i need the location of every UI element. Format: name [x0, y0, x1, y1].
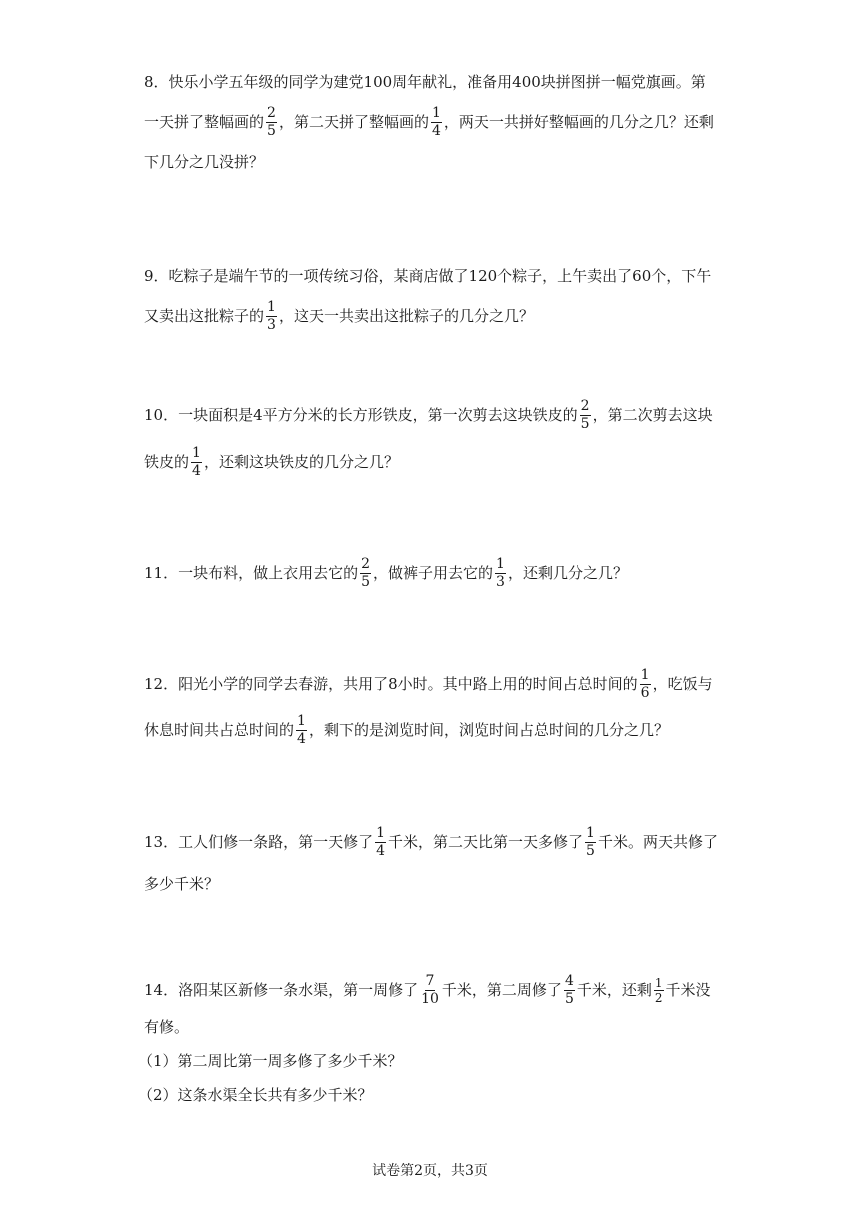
fraction: $\frac{1}{3}$	[267, 298, 276, 333]
fraction: $\frac{1}{4}$	[297, 712, 306, 747]
q13-text: 千米。两天共修了	[597, 833, 718, 851]
q12-text: ，剩下的是浏览时间，浏览时间占总时间的几分之几？	[308, 721, 669, 739]
q10-text: ，还剩这块铁皮的几分之几？	[203, 453, 399, 471]
fraction: $\frac{2}{5}$	[361, 555, 371, 590]
q12-text: 休息时间共占总时间的	[144, 721, 295, 739]
q14-text: 14．洛阳某区新修一条水渠，第一周修了	[144, 981, 419, 999]
fraction: $\frac{1}{3}$	[496, 555, 505, 590]
q9-text: 又卖出这批粽子的	[144, 307, 265, 325]
q14-subquestion: （2）这条水渠全长共有多少千米？	[138, 1086, 373, 1104]
q10-text: 10．一块面积是4平方分米的长方形铁皮，第一次剪去这块铁皮的	[144, 406, 578, 424]
fraction: $\frac{2}{5}$	[267, 104, 276, 139]
q8-line-1	[144, 62, 706, 102]
q8-text: 8．快乐小学五年级的同学为建党100周年献礼，准备用400块拼图拼一幅党旗画。第	[144, 73, 706, 91]
q9-text: 9．吃粽子是端午节的一项传统习俗，某商店做了120个粽子，上午卖出了60个，下午	[144, 267, 712, 285]
q12-text: ，吃饭与	[652, 675, 713, 693]
q8-line-2	[144, 102, 714, 142]
q9-text: ，这天一共卖出这批粽子的几分之几？	[278, 307, 534, 325]
q14-text: 有修。	[144, 1018, 190, 1036]
q11-line-1	[144, 553, 628, 593]
q11-text: ，还剩几分之几？	[507, 564, 628, 582]
q14-line-1	[144, 970, 711, 1010]
q14-text: 千米，第二周修了	[441, 981, 562, 999]
q10-line-2	[144, 442, 399, 482]
q8-text: 一天拼了整幅画的	[144, 113, 265, 131]
q8-text: ，两天一共拼好整幅画的几分之几？还剩	[443, 113, 714, 131]
q9-line-1	[144, 256, 711, 296]
q14-text: 千米，还剩	[576, 981, 652, 999]
q8-text: ，第二天拼了整幅画的	[278, 113, 429, 131]
fraction: $\frac{7}{10}$	[421, 972, 439, 1007]
q12-line-2	[144, 710, 669, 750]
fraction: $\frac{1}{5}$	[586, 824, 595, 859]
q12-text: 12．阳光小学的同学去春游，共用了8小时。其中路上用的时间占总时间的	[144, 675, 638, 693]
q11-text: 11．一块布料，做上衣用去它的	[144, 564, 359, 582]
fraction: $\frac{1}{4}$	[376, 824, 386, 859]
fraction: $\frac{4}{5}$	[564, 972, 574, 1007]
q13-text: 13．工人们修一条路，第一天修了	[144, 833, 374, 851]
fraction: $\frac{2}{5}$	[580, 397, 590, 432]
q13-line-2	[144, 864, 219, 904]
q14-text: 千米没	[665, 981, 711, 999]
page-footer: 试卷第2页，共3页	[372, 1163, 488, 1179]
q8-text: 下几分之几没拼？	[144, 153, 265, 171]
fraction: $\frac{1}{6}$	[640, 666, 650, 701]
q11-text: ，做裤子用去它的	[373, 564, 494, 582]
q13-line-1	[144, 822, 718, 862]
fraction: $\frac{1}{2}$	[654, 975, 663, 1005]
q10-text: 铁皮的	[144, 453, 190, 471]
q13-text: 千米，第二天比第一天多修了	[388, 833, 584, 851]
q12-line-1	[144, 664, 713, 704]
q13-text: 多少千米？	[144, 875, 220, 893]
q14-subquestion: （1）第二周比第一周多修了多少千米？	[138, 1052, 403, 1070]
fraction: $\frac{1}{4}$	[192, 444, 201, 479]
q14-sub-2	[138, 1075, 373, 1115]
q10-text: ，第二次剪去这块	[592, 406, 713, 424]
q9-line-2	[144, 296, 534, 336]
fraction: $\frac{1}{4}$	[431, 104, 441, 139]
q8-line-3	[144, 142, 264, 182]
q10-line-1	[144, 395, 713, 435]
